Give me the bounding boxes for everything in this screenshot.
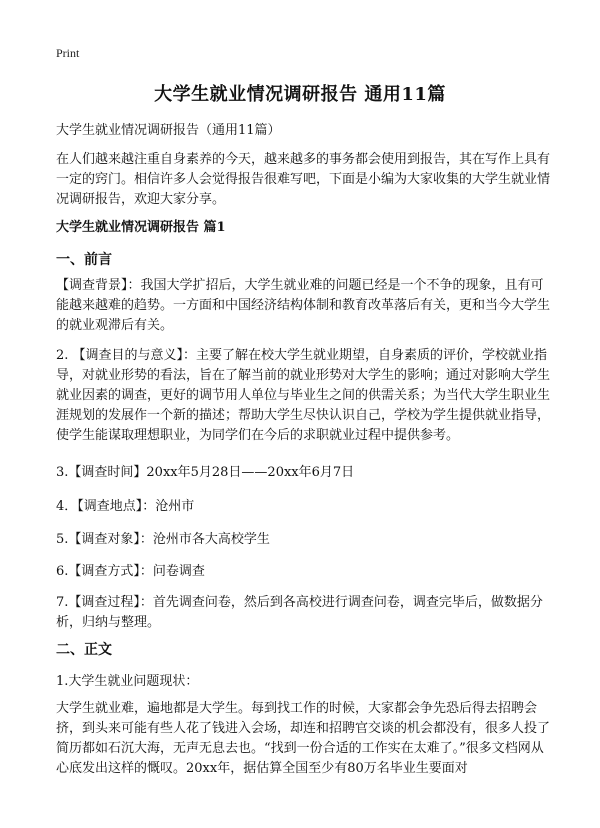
- intro-paragraph: 在人们越来越注重自身素养的今天，越来越多的事务都会使用到报告，其在写作上具有一定的窍门。相信许多人会觉得报告很难写吧，下面是小编为大家收集的大学生就业情况调研报告，欢迎大家分享。: [56, 152, 551, 207]
- print-link[interactable]: Print: [56, 46, 80, 60]
- heading-preface: 一、前言: [56, 252, 112, 268]
- paragraph-status: 大学生就业难，遍地都是大学生。每到找工作的时候，大家都会争先恐后得去招聘会挤，到头来可能有些人花了钱进入会场，却连和招聘官交谈的机会都没有，很多人投了简历都如石沉大海，无声无息去也。“找到一份合适的工作实在太难了。”很多文档网从心底发出这样的慨叹。20xx年，据估算全国至少有80万名毕业生要面对: [56, 701, 551, 776]
- article-subtitle: 大学生就业情况调研报告（通用11篇）: [56, 123, 281, 138]
- section-title: 大学生就业情况调研报告 篇1: [56, 220, 226, 235]
- paragraph-process: 7.【调查过程】：首先调查问卷，然后到各高校进行调查问卷，调查完毕后，做数据分析，归纳与整理。: [56, 595, 543, 630]
- paragraph-purpose: 2. 【调查目的与意义】：主要了解在校大学生就业期望，自身素质的评价，学校就业指导，对就业形势的看法，旨在了解当前的就业形势对大学生的影响；通过对影响大学生就业因素的调查，更好的调节用人单位与毕业生之间的供需关系；为当代大学生职业生涯规划的发展作一个新的描述；帮助大学生尽快认识自己，学校为学生提供就业指导，使学生能谋取理想职业，为同学们在今后的求职就业过程中提供参考。: [56, 348, 551, 443]
- paragraph-method: 6.【调查方式】：问卷调查: [56, 564, 205, 579]
- paragraph-target: 5.【调查对象】：沧州市各大高校学生: [56, 532, 270, 547]
- paragraph-place: 4．【调查地点】：沧州市: [56, 499, 195, 514]
- page-title: 大学生就业情况调研报告 通用11篇: [154, 84, 446, 105]
- paragraph-status-label: 1.大学生就业问题现状：: [56, 674, 199, 689]
- paragraph-time: 3.【调查时间】20xx年5月28日——20xx年6月7日: [56, 465, 355, 480]
- heading-body: 二、正文: [56, 642, 112, 658]
- paragraph-background: 【调查背景】：我国大学扩招后，大学生就业难的问题已经是一个不争的现象，且有可能越来越难的趋势。一方面和中国经济结构体制和教育改革落后有关，更和当今大学生的就业观滞后有关。: [56, 278, 551, 333]
